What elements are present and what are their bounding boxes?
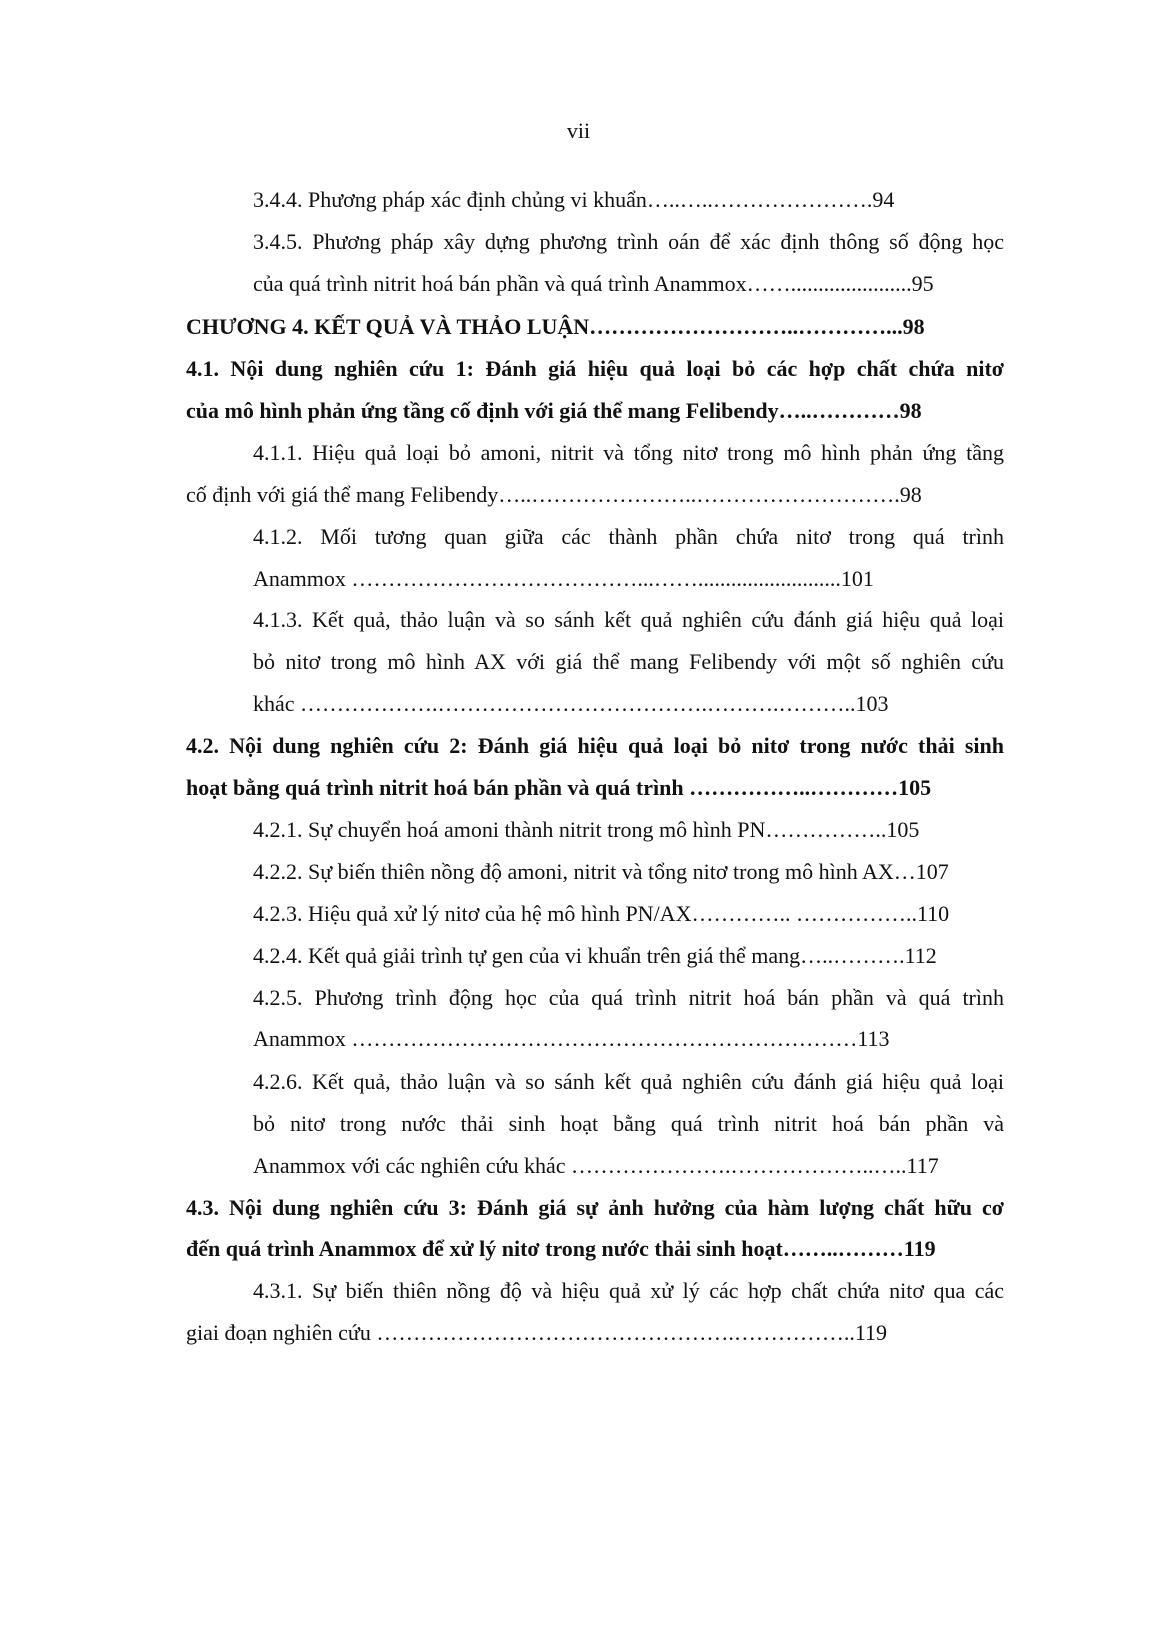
toc-entry-4-1-3-cont2: khác ……………….……………………………….……….………..103 — [253, 691, 889, 716]
toc-entry-4-2-4: 4.2.4. Kết quả giải trình tự gen của vi khuẩn trên giá thể mang…..……….112 — [253, 943, 937, 968]
toc-entry-4-2-6-cont2: Anammox với các nghiên cứu khác ………………….………………..…..117 — [253, 1153, 939, 1178]
toc-entry-4-3-1: 4.3.1. Sự biến thiên nồng độ và hiệu quả xử lý các hợp chất chứa nitơ qua các — [253, 1278, 1004, 1303]
toc-entry-3-4-5: 3.4.5. Phương pháp xây dựng phương trình oán để xác định thông số động học — [253, 229, 1004, 254]
page-number: vii — [566, 118, 591, 143]
toc-entry-4-2-5: 4.2.5. Phương trình động học của quá trình nitrit hoá bán phần và quá trình — [253, 985, 1004, 1010]
toc-entry-4-2-6: 4.2.6. Kết quả, thảo luận và so sánh kết quả nghiên cứu đánh giá hiệu quả loại — [253, 1069, 1004, 1094]
toc-section-4-2-cont: hoạt bằng quá trình nitrit hoá bán phần và quá trình ……………..…………105 — [186, 775, 932, 800]
toc-section-4-1: 4.1. Nội dung nghiên cứu 1: Đánh giá hiệu quả loại bỏ các hợp chất chứa nitơ — [186, 356, 1004, 381]
toc-entry-3-4-5-cont: của quá trình nitrit hoá bán phần và quá trình Anammox……......................95 — [253, 271, 934, 296]
toc-entry-4-2-1: 4.2.1. Sự chuyển hoá amoni thành nitrit trong mô hình PN……………..105 — [253, 817, 920, 842]
toc-entry-4-1-2-cont: Anammox …………………………………...……..........................101 — [253, 566, 874, 591]
toc-entry-4-1-3: 4.1.3. Kết quả, thảo luận và so sánh kết quả nghiên cứu đánh giá hiệu quả loại — [253, 607, 1004, 632]
toc-entry-3-4-4: 3.4.4. Phương pháp xác định chủng vi khuẩn…..…..………………….94 — [253, 187, 895, 212]
toc-entry-4-2-5-cont: Anammox ……………………………………………………………113 — [253, 1026, 890, 1051]
toc-section-4-2: 4.2. Nội dung nghiên cứu 2: Đánh giá hiệu quả loại bỏ nitơ trong nước thải sinh — [186, 733, 1004, 758]
toc-entry-4-1-3-cont: bỏ nitơ trong mô hình AX với giá thể mang Felibendy với một số nghiên cứu — [253, 649, 1004, 674]
toc-section-4-1-cont: của mô hình phản ứng tầng cố định với giá thể mang Felibendy…..…………98 — [186, 398, 922, 423]
toc-entry-4-2-6-cont: bỏ nitơ trong nước thải sinh hoạt bằng quá trình nitrit hoá bán phần và — [253, 1111, 1004, 1136]
toc-entry-4-1-1: 4.1.1. Hiệu quả loại bỏ amoni, nitrit và tổng nitơ trong mô hình phản ứng tầng — [253, 440, 1004, 465]
toc-section-4-3: 4.3. Nội dung nghiên cứu 3: Đánh giá sự ảnh hưởng của hàm lượng chất hữu cơ — [186, 1195, 1004, 1220]
toc-entry-4-3-1-cont: giai đoạn nghiên cứu ………………………………………….……………..119 — [186, 1320, 888, 1345]
toc-entry-4-1-1-cont: cố định với giá thể mang Felibendy…..…………………..……………………….98 — [186, 482, 922, 507]
toc-section-4-3-cont: đến quá trình Anammox để xử lý nitơ trong nước thải sinh hoạt……..………119 — [186, 1236, 936, 1261]
toc-chapter-4: CHƯƠNG 4. KẾT QUẢ VÀ THẢO LUẬN………………………..…………...98 — [186, 314, 925, 339]
toc-entry-4-2-3: 4.2.3. Hiệu quả xử lý nitơ của hệ mô hình PN/AX………….. ……………..110 — [253, 901, 950, 926]
toc-entry-4-1-2: 4.1.2. Mối tương quan giữa các thành phần chứa nitơ trong quá trình — [253, 524, 1004, 549]
toc-entry-4-2-2: 4.2.2. Sự biến thiên nồng độ amoni, nitrit và tổng nitơ trong mô hình AX…107 — [253, 859, 949, 884]
